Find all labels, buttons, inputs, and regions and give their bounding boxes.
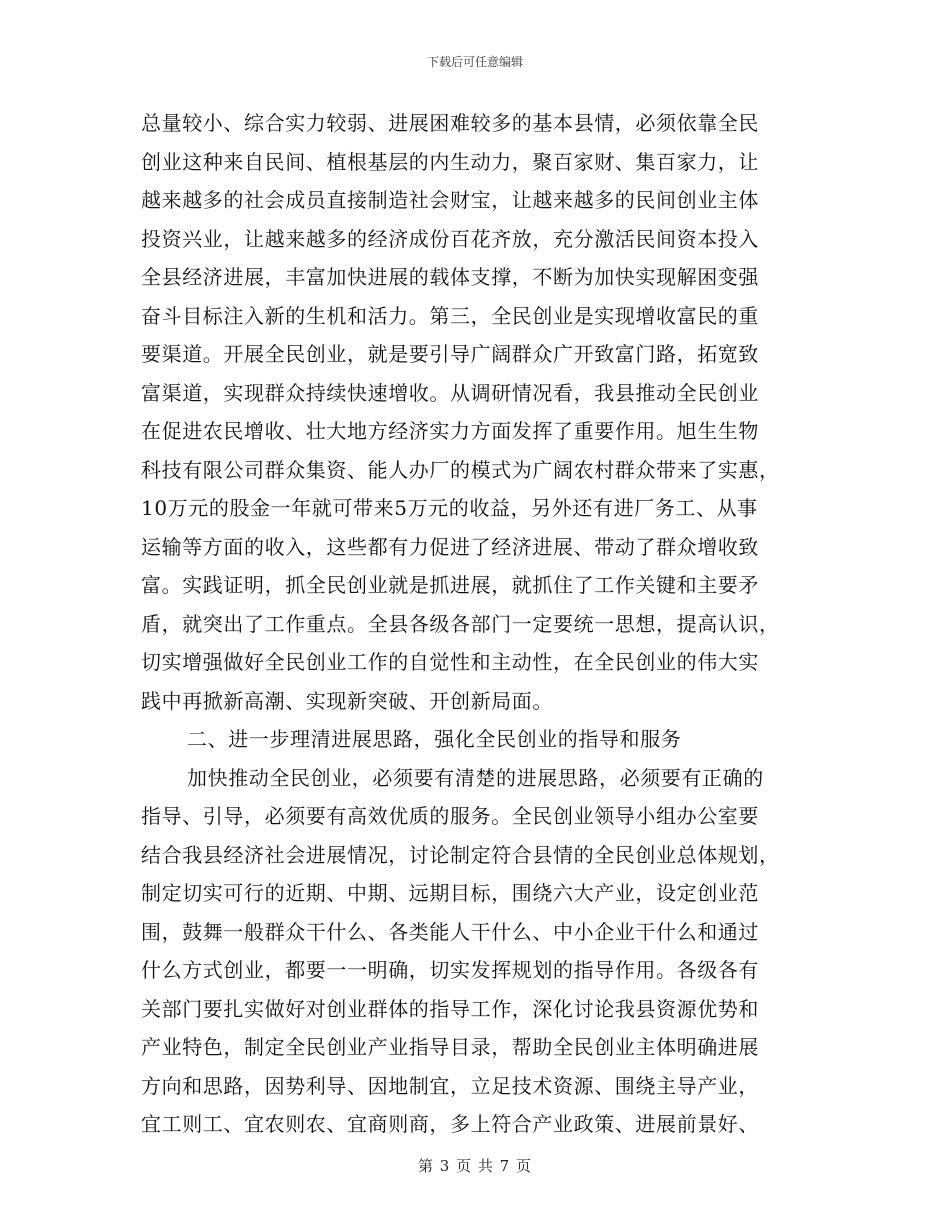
body-line: 围，鼓舞一般群众干什么、各类能人干什么、中小企业干什么和通过 [141,919,759,944]
body-line: 切实增强做好全民创业工作的自觉性和主动性，在全民创业的伟大实 [141,650,759,674]
body-line: 什么方式创业，都要一一明确，切实发挥规划的指导作用。各级各有 [141,958,759,982]
body-line: 践中再掀新高潮、实现新突破、开创新局面。 [141,688,553,713]
body-line: 富渠道，实现群众持续快速增收。从调研情况看，我县推动全民创业 [141,380,759,405]
body-line: 方向和思路，因势利导、因地制宜，立足技术资源、围绕主导产业， [141,1073,759,1098]
body-line: 宜工则工、宜农则农、宜商则商，多上符合产业政策、进展前景好、 [141,1112,759,1136]
body-line: 创业这种来自民间、植根基层的内生动力，聚百家财、集百家力，让 [141,149,759,174]
body-line: 关部门要扎实做好对创业群体的指导工作，深化讨论我县资源优势和 [141,996,759,1021]
document-body [141,104,813,1144]
page-number: 第 3 页 共 7 页 [418,1157,532,1175]
body-line: 越来越多的社会成员直接制造社会财宝，让越来越多的民间创业主体 [141,188,759,212]
body-line: 产业特色，制定全民创业产业指导目录，帮助全民创业主体明确进展 [141,1035,759,1059]
body-line: 要渠道。开展全民创业，就是要引导广阔群众广开致富门路，拓宽致 [141,342,759,366]
body-line: 科技有限公司群众集资、能人办厂的模式为广阔农村群众带来了实惠， [141,457,780,482]
body-line: 加快推动全民创业，必须要有清楚的进展思路，必须要有正确的 [187,765,764,790]
body-line: 总量较小、综合实力较弱、进展困难较多的基本县情，必须依靠全民 [141,111,759,135]
body-line: 奋斗目标注入新的生机和活力。第三，全民创业是实现增收富民的重 [141,303,759,328]
body-line: 盾，就突出了工作重点。全县各级各部门一定要统一思想，提高认识， [141,611,780,636]
body-line: 10万元的股金一年就可带来5万元的收益，另外还有进厂务工、从事 [141,496,758,520]
body-line: 投资兴业，让越来越多的经济成份百花齐放，充分激活民间资本投入 [141,226,759,251]
body-line: 富。实践证明，抓全民创业就是抓进展，就抓住了工作关键和主要矛 [141,573,759,597]
section-heading: 二、进一步理清进展思路，强化全民创业的指导和服务 [187,727,682,751]
body-line: 运输等方面的收入，这些都有力促进了经济进展、带动了群众增收致 [141,534,759,559]
body-line: 全县经济进展，丰富加快进展的载体支撑，不断为加快实现解困变强 [141,265,759,289]
header-note: 下载后可任意编辑 [426,55,523,69]
body-line: 指导、引导，必须要有高效优质的服务。全民创业领导小组办公室要 [141,804,759,828]
body-line: 制定切实可行的近期、中期、远期目标，围绕六大产业，设定创业范 [141,881,759,905]
body-line: 在促进农民增收、壮大地方经济实力方面发挥了重要作用。旭生生物 [141,419,759,443]
body-line: 结合我县经济社会进展情况，讨论制定符合县情的全民创业总体规划， [141,842,780,867]
